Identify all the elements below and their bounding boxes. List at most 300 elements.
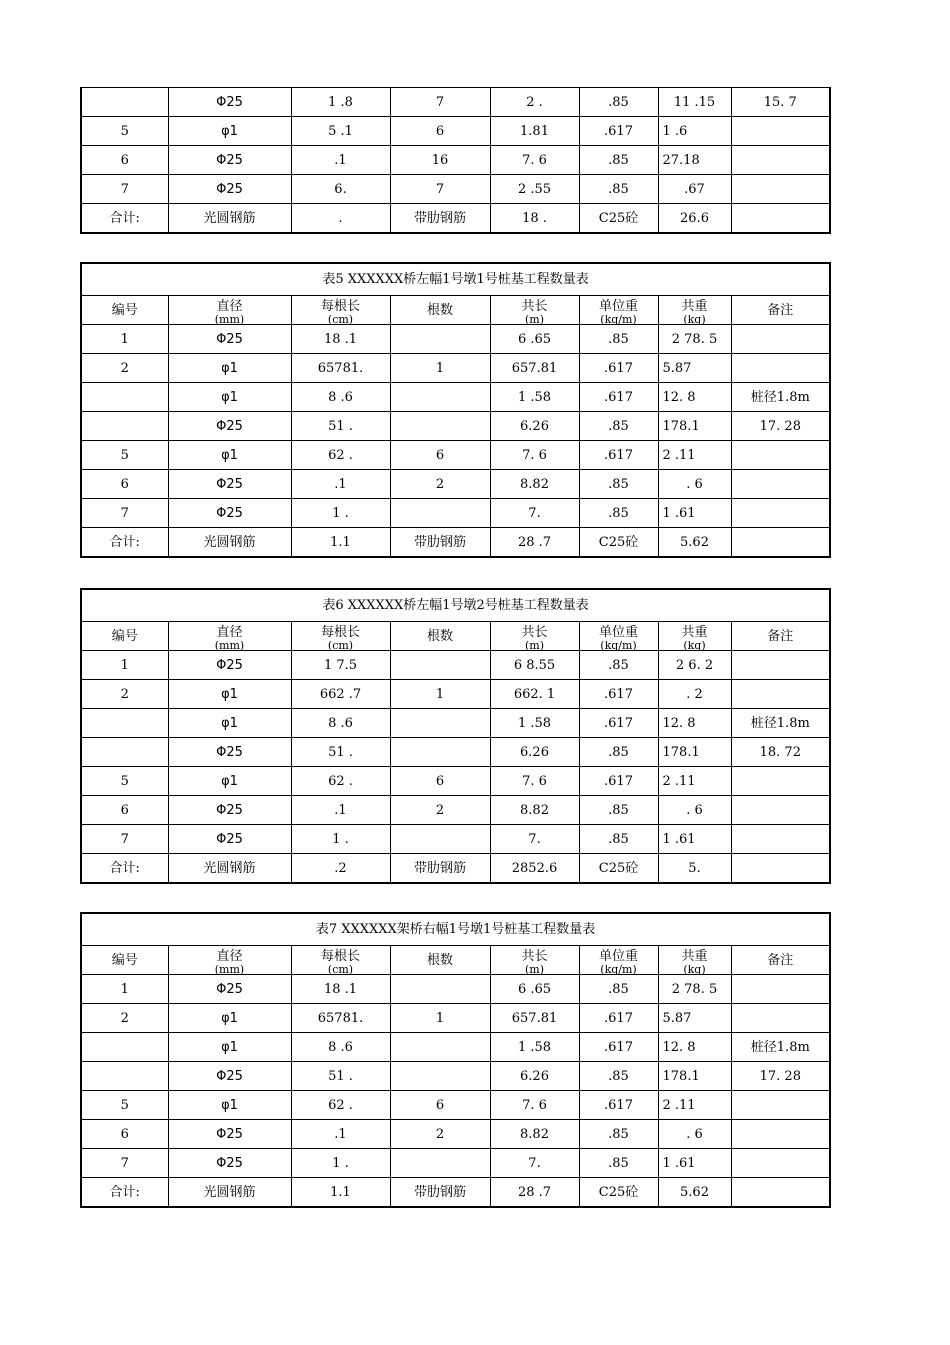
- column-header-label: 共长: [521, 949, 548, 964]
- cell-unit-weight: .85: [579, 651, 658, 680]
- table-row: [81, 767, 830, 796]
- table-row: [81, 1178, 830, 1208]
- cell-total-weight: 11 .15: [658, 88, 731, 117]
- column-header-unit: (kg/m): [600, 315, 637, 324]
- cell-total-length: 662. 1: [490, 680, 579, 709]
- cell-unit-weight: .617: [579, 117, 658, 146]
- cell-diameter: Φ25: [168, 975, 291, 1004]
- cell-diameter: φ1: [168, 1033, 291, 1062]
- cell-count: 6: [390, 441, 490, 470]
- cell-diameter: φ1: [168, 1004, 291, 1033]
- column-header-unit: (cm): [327, 965, 354, 974]
- table-row: [81, 528, 830, 558]
- cell-count: 带肋钢筋: [390, 204, 490, 234]
- cell-unit-weight: .617: [579, 680, 658, 709]
- column-header: [291, 622, 390, 651]
- cell-count: [390, 383, 490, 412]
- column-header: [658, 296, 731, 325]
- cell-length-each: 1 .: [291, 1149, 390, 1178]
- cell-unit-weight: .617: [579, 1091, 658, 1120]
- column-header: [579, 946, 658, 975]
- column-header: [168, 296, 291, 325]
- cell-remark: [731, 1178, 830, 1208]
- table-row: [81, 146, 830, 175]
- cell-diameter: Φ25: [168, 825, 291, 854]
- cell-number: 6: [81, 796, 168, 825]
- cell-total-weight: 27.18: [658, 146, 731, 175]
- cell-total-length: 1 .58: [490, 709, 579, 738]
- column-header-label: 共重: [681, 625, 708, 640]
- cell-number: [81, 1062, 168, 1091]
- table-row: [81, 651, 830, 680]
- cell-remark: [731, 825, 830, 854]
- column-header-unit: (mm): [214, 965, 245, 974]
- cell-diameter: φ1: [168, 441, 291, 470]
- cell-length-each: 51 .: [291, 1062, 390, 1091]
- cell-diameter: Φ25: [168, 175, 291, 204]
- cell-number: 2: [81, 680, 168, 709]
- cell-total-weight: 2 .11: [658, 441, 731, 470]
- table-row: [81, 354, 830, 383]
- cell-remark: [731, 1091, 830, 1120]
- cell-number: 1: [81, 975, 168, 1004]
- cell-number: 1: [81, 325, 168, 354]
- cell-length-each: .1: [291, 1120, 390, 1149]
- column-header-label: 单位重: [598, 299, 638, 314]
- cell-length-each: 18 .1: [291, 325, 390, 354]
- cell-count: [390, 825, 490, 854]
- column-header: [490, 946, 579, 975]
- cell-total-length: 657.81: [490, 354, 579, 383]
- cell-remark: [731, 1120, 830, 1149]
- column-header-unit: (m): [524, 965, 544, 974]
- cell-total-length: 2 .: [490, 88, 579, 117]
- cell-count: 带肋钢筋: [390, 528, 490, 558]
- cell-diameter: φ1: [168, 680, 291, 709]
- pile-table-7: [80, 912, 831, 1208]
- cell-diameter: Φ25: [168, 499, 291, 528]
- cell-number: 合计:: [81, 204, 168, 234]
- cell-total-length: 6 .65: [490, 325, 579, 354]
- cell-unit-weight: .85: [579, 499, 658, 528]
- cell-diameter: 光圆钢筋: [168, 854, 291, 884]
- table-row: [81, 975, 830, 1004]
- table-row: [81, 709, 830, 738]
- cell-total-weight: 12. 8: [658, 709, 731, 738]
- cell-diameter: 光圆钢筋: [168, 204, 291, 234]
- cell-unit-weight: .85: [579, 796, 658, 825]
- cell-total-length: 7.: [490, 825, 579, 854]
- cell-diameter: Φ25: [168, 651, 291, 680]
- cell-diameter: φ1: [168, 1091, 291, 1120]
- cell-remark: [731, 528, 830, 558]
- column-header: 根数: [390, 296, 490, 325]
- cell-total-length: 18 .: [490, 204, 579, 234]
- column-header-unit: (m): [524, 315, 544, 324]
- cell-total-length: 1 .58: [490, 1033, 579, 1062]
- table-row: [81, 175, 830, 204]
- cell-total-weight: 178.1: [658, 738, 731, 767]
- cell-total-weight: 5.62: [658, 528, 731, 558]
- column-header-label: 共重: [681, 299, 708, 314]
- column-header-unit: (kg): [683, 965, 706, 974]
- cell-total-weight: 12. 8: [658, 383, 731, 412]
- column-header: [291, 946, 390, 975]
- cell-total-length: 6 .65: [490, 975, 579, 1004]
- cell-length-each: 18 .1: [291, 975, 390, 1004]
- column-header: 根数: [390, 946, 490, 975]
- column-header-unit: (kg/m): [600, 965, 637, 974]
- cell-diameter: Φ25: [168, 470, 291, 499]
- column-header-unit: (cm): [327, 315, 354, 324]
- cell-length-each: 65781.: [291, 1004, 390, 1033]
- cell-length-each: .: [291, 204, 390, 234]
- cell-total-length: 8.82: [490, 1120, 579, 1149]
- table-row: [81, 117, 830, 146]
- cell-total-weight: . 6: [658, 470, 731, 499]
- cell-count: 1: [390, 680, 490, 709]
- cell-length-each: 51 .: [291, 412, 390, 441]
- cell-count: [390, 1062, 490, 1091]
- cell-total-weight: 5.87: [658, 1004, 731, 1033]
- cell-total-length: 2852.6: [490, 854, 579, 884]
- cell-remark: [731, 354, 830, 383]
- column-header-label: 单位重: [598, 625, 638, 640]
- table-title: 表6 XXXXXX桥左幅1号墩2号桩基工程数量表: [81, 589, 830, 622]
- cell-number: 2: [81, 354, 168, 383]
- cell-count: 6: [390, 1091, 490, 1120]
- cell-total-weight: .67: [658, 175, 731, 204]
- cell-remark: [731, 651, 830, 680]
- column-header: [490, 622, 579, 651]
- cell-length-each: 8 .6: [291, 1033, 390, 1062]
- cell-number: [81, 412, 168, 441]
- cell-diameter: φ1: [168, 354, 291, 383]
- cell-total-weight: 12. 8: [658, 1033, 731, 1062]
- cell-unit-weight: .617: [579, 767, 658, 796]
- cell-unit-weight: .85: [579, 1120, 658, 1149]
- cell-length-each: .1: [291, 470, 390, 499]
- cell-number: 6: [81, 1120, 168, 1149]
- cell-length-each: 8 .6: [291, 383, 390, 412]
- cell-count: [390, 1149, 490, 1178]
- cell-number: 6: [81, 470, 168, 499]
- cell-length-each: 1 .: [291, 499, 390, 528]
- table-row: [81, 88, 830, 117]
- cell-number: 5: [81, 1091, 168, 1120]
- pile-table-continued: [80, 87, 831, 234]
- cell-total-weight: 1 .61: [658, 499, 731, 528]
- cell-number: 7: [81, 825, 168, 854]
- cell-remark: [731, 117, 830, 146]
- table-title: 表7 XXXXXX架桥右幅1号墩1号桩基工程数量表: [81, 913, 830, 946]
- cell-remark: 18. 72: [731, 738, 830, 767]
- table-row: [81, 499, 830, 528]
- cell-unit-weight: .85: [579, 1149, 658, 1178]
- cell-remark: 15. 7: [731, 88, 830, 117]
- cell-total-weight: 1 .6: [658, 117, 731, 146]
- cell-unit-weight: .85: [579, 975, 658, 1004]
- column-header-unit: (kg): [683, 315, 706, 324]
- cell-unit-weight: .85: [579, 1062, 658, 1091]
- cell-count: [390, 709, 490, 738]
- cell-total-length: 1 .58: [490, 383, 579, 412]
- cell-total-weight: 2 78. 5: [658, 325, 731, 354]
- cell-remark: [731, 796, 830, 825]
- cell-total-length: 7. 6: [490, 767, 579, 796]
- cell-unit-weight: C25砼: [579, 528, 658, 558]
- cell-diameter: Φ25: [168, 738, 291, 767]
- cell-unit-weight: .85: [579, 470, 658, 499]
- cell-diameter: φ1: [168, 117, 291, 146]
- table-row: [81, 1033, 830, 1062]
- column-header-label: 直径: [216, 625, 243, 640]
- cell-total-weight: 2 .11: [658, 767, 731, 796]
- table-row: [81, 325, 830, 354]
- cell-diameter: φ1: [168, 767, 291, 796]
- column-header: 备注: [731, 296, 830, 325]
- cell-count: 1: [390, 1004, 490, 1033]
- cell-number: 6: [81, 146, 168, 175]
- cell-total-length: 8.82: [490, 470, 579, 499]
- table-row: [81, 412, 830, 441]
- cell-total-length: 1.81: [490, 117, 579, 146]
- cell-length-each: 1 .: [291, 825, 390, 854]
- cell-count: [390, 1033, 490, 1062]
- column-header: [579, 622, 658, 651]
- column-header-unit: (kg): [683, 641, 706, 650]
- cell-diameter: 光圆钢筋: [168, 528, 291, 558]
- cell-number: 5: [81, 441, 168, 470]
- table-title-row: [81, 589, 830, 622]
- column-header-unit: (mm): [214, 641, 245, 650]
- cell-count: [390, 738, 490, 767]
- cell-count: 2: [390, 796, 490, 825]
- table-header-row: [81, 622, 830, 651]
- cell-number: [81, 1033, 168, 1062]
- cell-diameter: Φ25: [168, 325, 291, 354]
- cell-total-length: 7. 6: [490, 146, 579, 175]
- cell-length-each: 1 7.5: [291, 651, 390, 680]
- cell-length-each: .2: [291, 854, 390, 884]
- cell-unit-weight: .85: [579, 825, 658, 854]
- cell-remark: [731, 680, 830, 709]
- cell-unit-weight: .85: [579, 88, 658, 117]
- cell-total-weight: 178.1: [658, 412, 731, 441]
- cell-length-each: 8 .6: [291, 709, 390, 738]
- cell-total-length: 8.82: [490, 796, 579, 825]
- column-header-unit: (cm): [327, 641, 354, 650]
- column-header-label: 单位重: [598, 949, 638, 964]
- cell-count: 7: [390, 175, 490, 204]
- cell-diameter: Φ25: [168, 796, 291, 825]
- table-title-row: [81, 913, 830, 946]
- cell-total-length: 28 .7: [490, 1178, 579, 1208]
- cell-length-each: 6.: [291, 175, 390, 204]
- cell-unit-weight: .85: [579, 325, 658, 354]
- cell-total-weight: 26.6: [658, 204, 731, 234]
- cell-number: 合计:: [81, 1178, 168, 1208]
- table-row: [81, 1149, 830, 1178]
- cell-number: 5: [81, 767, 168, 796]
- column-header: 备注: [731, 622, 830, 651]
- cell-count: [390, 499, 490, 528]
- cell-total-length: 6.26: [490, 1062, 579, 1091]
- cell-unit-weight: C25砼: [579, 1178, 658, 1208]
- cell-length-each: 62 .: [291, 1091, 390, 1120]
- cell-length-each: 65781.: [291, 354, 390, 383]
- cell-total-length: 6.26: [490, 412, 579, 441]
- cell-total-weight: 2 6. 2: [658, 651, 731, 680]
- cell-number: 7: [81, 175, 168, 204]
- cell-total-length: 6 8.55: [490, 651, 579, 680]
- table-row: [81, 1062, 830, 1091]
- column-header-unit: (m): [524, 641, 544, 650]
- cell-total-weight: 2 78. 5: [658, 975, 731, 1004]
- table-row: [81, 680, 830, 709]
- table-row: [81, 1120, 830, 1149]
- cell-remark: [731, 175, 830, 204]
- table-header-row: [81, 946, 830, 975]
- cell-count: 2: [390, 1120, 490, 1149]
- cell-length-each: 5 .1: [291, 117, 390, 146]
- cell-remark: [731, 767, 830, 796]
- cell-diameter: Φ25: [168, 412, 291, 441]
- cell-remark: [731, 204, 830, 234]
- cell-length-each: 1 .8: [291, 88, 390, 117]
- cell-count: [390, 651, 490, 680]
- column-header-unit: (kg/m): [600, 641, 637, 650]
- cell-unit-weight: .617: [579, 1033, 658, 1062]
- cell-total-length: 657.81: [490, 1004, 579, 1033]
- cell-total-weight: . 6: [658, 796, 731, 825]
- cell-diameter: Φ25: [168, 1149, 291, 1178]
- cell-diameter: 光圆钢筋: [168, 1178, 291, 1208]
- cell-count: [390, 975, 490, 1004]
- cell-remark: 17. 28: [731, 1062, 830, 1091]
- column-header-label: 共长: [521, 299, 548, 314]
- column-header: [658, 622, 731, 651]
- cell-remark: 17. 28: [731, 412, 830, 441]
- table-row: [81, 854, 830, 884]
- cell-count: 6: [390, 767, 490, 796]
- cell-count: 1: [390, 354, 490, 383]
- cell-diameter: Φ25: [168, 146, 291, 175]
- cell-total-weight: 178.1: [658, 1062, 731, 1091]
- cell-length-each: 662 .7: [291, 680, 390, 709]
- table-row: [81, 470, 830, 499]
- cell-total-weight: . 6: [658, 1120, 731, 1149]
- cell-unit-weight: .617: [579, 1004, 658, 1033]
- column-header: [658, 946, 731, 975]
- cell-number: [81, 88, 168, 117]
- cell-unit-weight: C25砼: [579, 204, 658, 234]
- cell-number: [81, 738, 168, 767]
- column-header: [291, 296, 390, 325]
- cell-number: [81, 383, 168, 412]
- cell-unit-weight: .617: [579, 441, 658, 470]
- cell-number: 2: [81, 1004, 168, 1033]
- cell-number: 7: [81, 499, 168, 528]
- cell-remark: [731, 470, 830, 499]
- cell-number: 7: [81, 1149, 168, 1178]
- column-header: [579, 296, 658, 325]
- cell-length-each: 51 .: [291, 738, 390, 767]
- column-header-label: 每根长: [320, 299, 360, 314]
- cell-number: [81, 709, 168, 738]
- column-header: [168, 622, 291, 651]
- cell-total-length: 7.: [490, 1149, 579, 1178]
- column-header-unit: (mm): [214, 315, 245, 324]
- cell-remark: [731, 441, 830, 470]
- table-row: [81, 441, 830, 470]
- cell-remark: 桩径1.8m: [731, 383, 830, 412]
- cell-total-length: 7. 6: [490, 441, 579, 470]
- column-header-label: 直径: [216, 299, 243, 314]
- table-row: [81, 204, 830, 234]
- cell-remark: [731, 499, 830, 528]
- cell-number: 1: [81, 651, 168, 680]
- cell-remark: [731, 1149, 830, 1178]
- cell-remark: 桩径1.8m: [731, 709, 830, 738]
- column-header: 备注: [731, 946, 830, 975]
- cell-unit-weight: .85: [579, 412, 658, 441]
- cell-total-length: 2 .55: [490, 175, 579, 204]
- table-row: [81, 1004, 830, 1033]
- column-header-label: 共重: [681, 949, 708, 964]
- column-header-label: 每根长: [320, 949, 360, 964]
- cell-number: 5: [81, 117, 168, 146]
- cell-count: 带肋钢筋: [390, 854, 490, 884]
- table-row: [81, 738, 830, 767]
- cell-diameter: Φ25: [168, 1120, 291, 1149]
- table-row: [81, 796, 830, 825]
- cell-unit-weight: .85: [579, 175, 658, 204]
- cell-diameter: φ1: [168, 383, 291, 412]
- cell-remark: 桩径1.8m: [731, 1033, 830, 1062]
- column-header-label: 共长: [521, 625, 548, 640]
- cell-count: [390, 412, 490, 441]
- cell-remark: [731, 146, 830, 175]
- cell-count: 7: [390, 88, 490, 117]
- cell-count: 16: [390, 146, 490, 175]
- column-header-label: 直径: [216, 949, 243, 964]
- column-header: 编号: [81, 296, 168, 325]
- cell-total-weight: 1 .61: [658, 825, 731, 854]
- cell-length-each: 1.1: [291, 1178, 390, 1208]
- cell-total-length: 6.26: [490, 738, 579, 767]
- cell-total-weight: 5.87: [658, 354, 731, 383]
- cell-diameter: φ1: [168, 709, 291, 738]
- column-header: [168, 946, 291, 975]
- cell-unit-weight: .617: [579, 383, 658, 412]
- pile-table-5: [80, 262, 831, 558]
- cell-unit-weight: .617: [579, 354, 658, 383]
- cell-remark: [731, 854, 830, 884]
- column-header-label: 每根长: [320, 625, 360, 640]
- cell-total-weight: 1 .61: [658, 1149, 731, 1178]
- cell-unit-weight: .85: [579, 738, 658, 767]
- cell-count: 带肋钢筋: [390, 1178, 490, 1208]
- cell-length-each: .1: [291, 146, 390, 175]
- cell-total-weight: 5.: [658, 854, 731, 884]
- table-row: [81, 825, 830, 854]
- cell-remark: [731, 1004, 830, 1033]
- cell-number: 合计:: [81, 528, 168, 558]
- table-title-row: [81, 263, 830, 296]
- table-header-row: [81, 296, 830, 325]
- cell-unit-weight: C25砼: [579, 854, 658, 884]
